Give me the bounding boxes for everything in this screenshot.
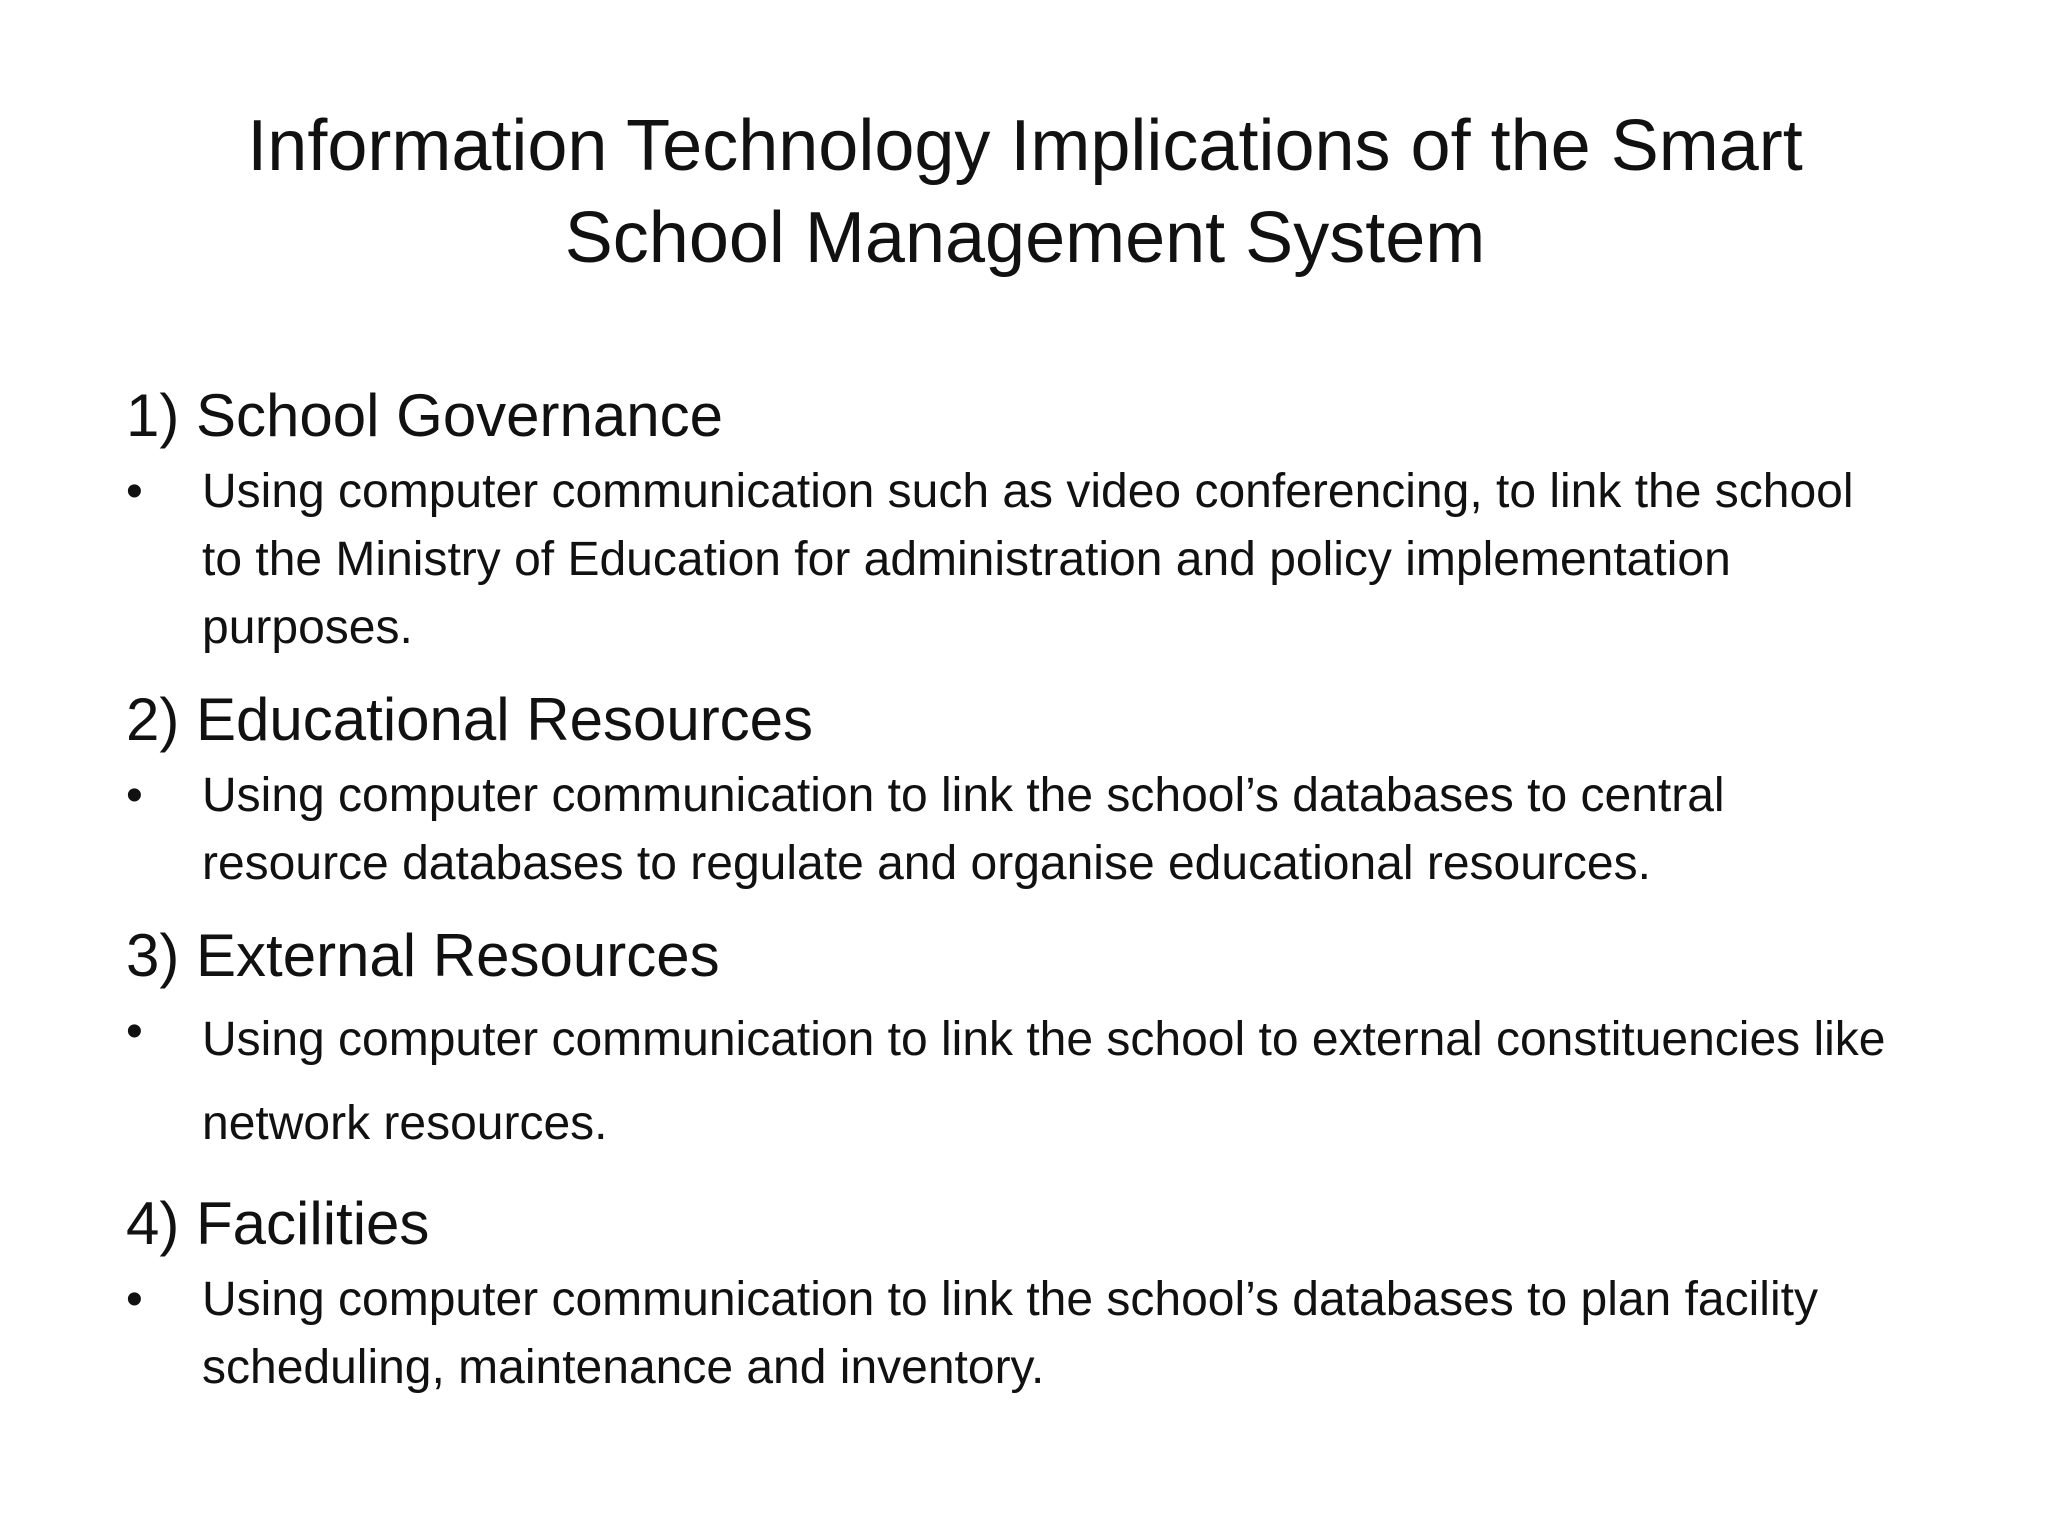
bullet-text: Using computer communication to link the school’s databases to plan facility scheduling, maintenance and inventory. <box>202 1273 1818 1394</box>
bullet-text: Using computer communication to link the school to external constituencies like network resources. <box>202 1013 1886 1150</box>
section-heading: 2) Educational Resources <box>126 686 814 753</box>
bullet-text: Using computer communication such as video conferencing, to link the school to the Ministry of Education for administration and policy implementation purposes. <box>202 465 1854 654</box>
section-heading: 1) School Governance <box>126 382 724 449</box>
bullet-text: Using computer communication to link the school’s databases to central resource databases to regulate and organise educational resources. <box>202 769 1725 890</box>
bullet-icon: • <box>126 1005 143 1058</box>
bullet-item <box>126 998 1926 1166</box>
slide-title: Information Technology Implications of the Smart School Management System <box>247 106 1803 278</box>
section-heading: 4) Facilities <box>126 1190 430 1257</box>
section-external-resources <box>126 920 1926 1166</box>
section-facilities <box>126 1188 1926 1402</box>
bullet-item <box>126 458 1926 662</box>
section-heading: 3) External Resources <box>126 922 720 989</box>
bullet-item <box>126 762 1926 898</box>
slide-content <box>126 380 1926 1402</box>
bullet-item <box>126 1266 1926 1402</box>
bullet-icon: • <box>126 1273 143 1326</box>
bullet-icon: • <box>126 465 143 518</box>
bullet-icon: • <box>126 769 143 822</box>
section-educational-resources <box>126 684 1926 898</box>
section-school-governance <box>126 380 1926 662</box>
